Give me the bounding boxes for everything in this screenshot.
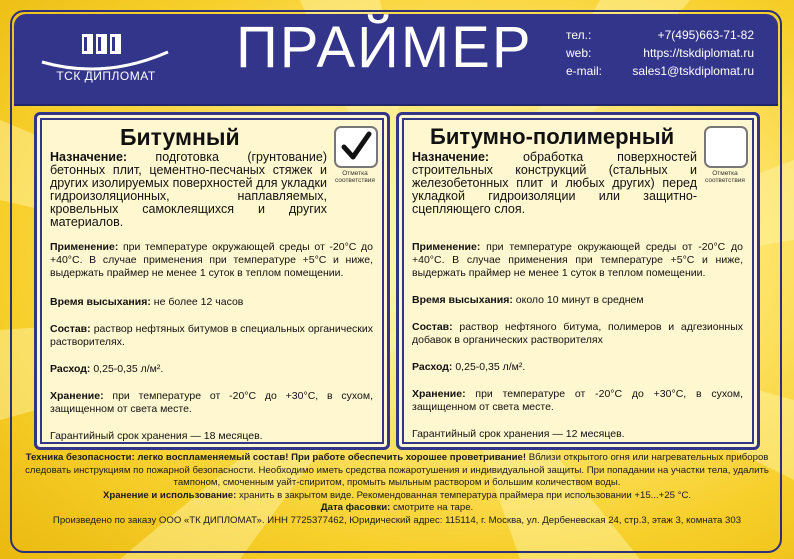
purpose-text — [50, 151, 327, 229]
consumption-value: 0,25-0,35 л/м². — [93, 363, 164, 375]
composition-text — [412, 321, 743, 347]
consumption-text — [50, 363, 373, 376]
application-value: при температуре окружающей среды от -20°С до +40°С. В случае применения при температуре +5°С и ниже, выдержать праймер не менее 1 суток в теплом помещении. — [50, 241, 373, 279]
consumption-label: Расход: — [412, 361, 453, 373]
composition-label: Состав: — [412, 321, 453, 333]
storage-value: при температуре от -20°С до +30°С, в сухом, защищенном от света месте. — [50, 390, 374, 415]
footer-safety — [20, 452, 774, 490]
compliance-checkbox — [704, 126, 748, 168]
footer-safety-text: Вблизи открытого огня или нагревательных приборов следовать инструкциям по пожарной безопасности. Необходимо иметь средства пожаротушения и индивидуальной защиты. При попадании на участки тела, удалить тампоном, смоченным уайт-спиритом, промыть мыльным раствором и большим количеством воды. — [25, 452, 769, 488]
card-title: Битумный — [120, 124, 240, 150]
consumption-text — [412, 361, 743, 374]
footer-storage — [20, 490, 774, 503]
logo-caption: ТСК ДИПЛОМАТ — [56, 69, 156, 83]
contacts-block — [566, 26, 754, 80]
drying-label: Время высыхания: — [50, 296, 151, 308]
footer-storage-label: Хранение и использование: — [102, 489, 237, 501]
storage-value: при температуре от -20°С до +30°С, в сухом, защищенном от света месте. — [412, 388, 744, 413]
contact-email — [566, 62, 754, 80]
footer-storage-text: хранить в закрытом виде. Рекомендованная температура праймера при использовании +15...+25 °С. — [238, 489, 692, 501]
footer-pack-date — [20, 502, 774, 515]
contact-phone — [566, 26, 754, 44]
composition-value: раствор нефтяного битума, полимеров и адгезионных добавок в органических растворителях — [412, 321, 743, 346]
compliance-checkbox — [334, 126, 378, 168]
purpose-label: Назначение: — [412, 150, 490, 164]
footer-safety-label: Техника безопасности: легко воспламеняемый состав! При работе обеспечить хорошее проветривание! — [25, 452, 527, 463]
contact-web — [566, 44, 754, 62]
warranty-text: Гарантийный срок хранения — 12 месяцев. — [412, 428, 625, 440]
composition-label: Состав: — [50, 323, 91, 335]
drying-text — [412, 294, 743, 307]
application-text — [50, 241, 373, 280]
drying-value: около 10 минут в среднем — [515, 294, 644, 306]
purpose-text — [412, 151, 697, 216]
warranty-text: Гарантийный срок хранения — 18 месяцев. — [50, 430, 263, 442]
drying-label: Время высыхания: — [412, 294, 513, 306]
application-label: Применение: — [412, 241, 481, 253]
contact-web-value: https://tskdiplomat.ru — [643, 46, 754, 60]
storage-text — [50, 390, 373, 416]
header-banner — [14, 14, 778, 104]
drying-text — [50, 296, 373, 309]
composition-text — [50, 323, 373, 349]
contact-phone-label: тел.: — [566, 28, 592, 42]
application-label: Применение: — [50, 241, 119, 253]
footer-pack-text: смотрите на таре. — [393, 502, 474, 513]
compliance-caption: Отметка соответствия — [335, 170, 375, 184]
contact-email-label: e-mail: — [566, 64, 603, 78]
product-card-bitumen — [34, 112, 390, 450]
footer-pack-label: Дата фасовки: — [320, 502, 391, 513]
consumption-label: Расход: — [50, 363, 91, 375]
application-value: при температуре окружающей среды от -20°С до +40°С. В случае применения при температуре +5°С и ниже, выдержать праймер не менее 1 суток в теплом помещении. — [412, 241, 744, 279]
contact-web-label: web: — [566, 46, 592, 60]
composition-value: раствор нефтяных битумов в специальных органических растворителях. — [50, 323, 373, 348]
card-title: Битумно-полимерный — [430, 124, 675, 149]
page-title: ПРАЙМЕР — [236, 15, 533, 80]
footer-producer: Произведено по заказу ООО «ТК ДИПЛОМАТ». ИНН 7725377462, Юридический адрес: 115114, г. Москва, ул. Дербеневская 24, стр.3, этаж 3, комната 303 — [52, 514, 742, 526]
contact-email-value: sales1@tskdiplomat.ru — [632, 64, 754, 78]
storage-text — [412, 388, 743, 414]
purpose-value: обработка поверхностей строительных конструкций (стальных и железобетонных плит и любых других) перед укладкой гидроизоляции или защитно-сцепляющего слоя. — [412, 150, 697, 216]
compliance-caption: Отметка соответствия — [705, 170, 745, 184]
contact-phone-value: +7(495)663-71-82 — [657, 28, 754, 42]
footer-notes — [20, 452, 774, 527]
purpose-label: Назначение: — [50, 150, 128, 164]
application-text — [412, 241, 743, 280]
storage-label: Хранение: — [50, 390, 104, 402]
storage-label: Хранение: — [412, 388, 466, 400]
consumption-value: 0,25-0,35 л/м². — [455, 361, 526, 373]
purpose-value: подготовка (грунтование) бетонных плит, цементно-песчаных стяжек и других изолируемых поверхностей для укладки гидроизоляционных, наплавляемых, кровельных самоклеящихся и других материалов. — [50, 150, 327, 229]
checkmark-icon — [336, 128, 376, 166]
product-card-bitumen-polymer — [396, 112, 760, 450]
drying-value: не более 12 часов — [153, 296, 244, 308]
